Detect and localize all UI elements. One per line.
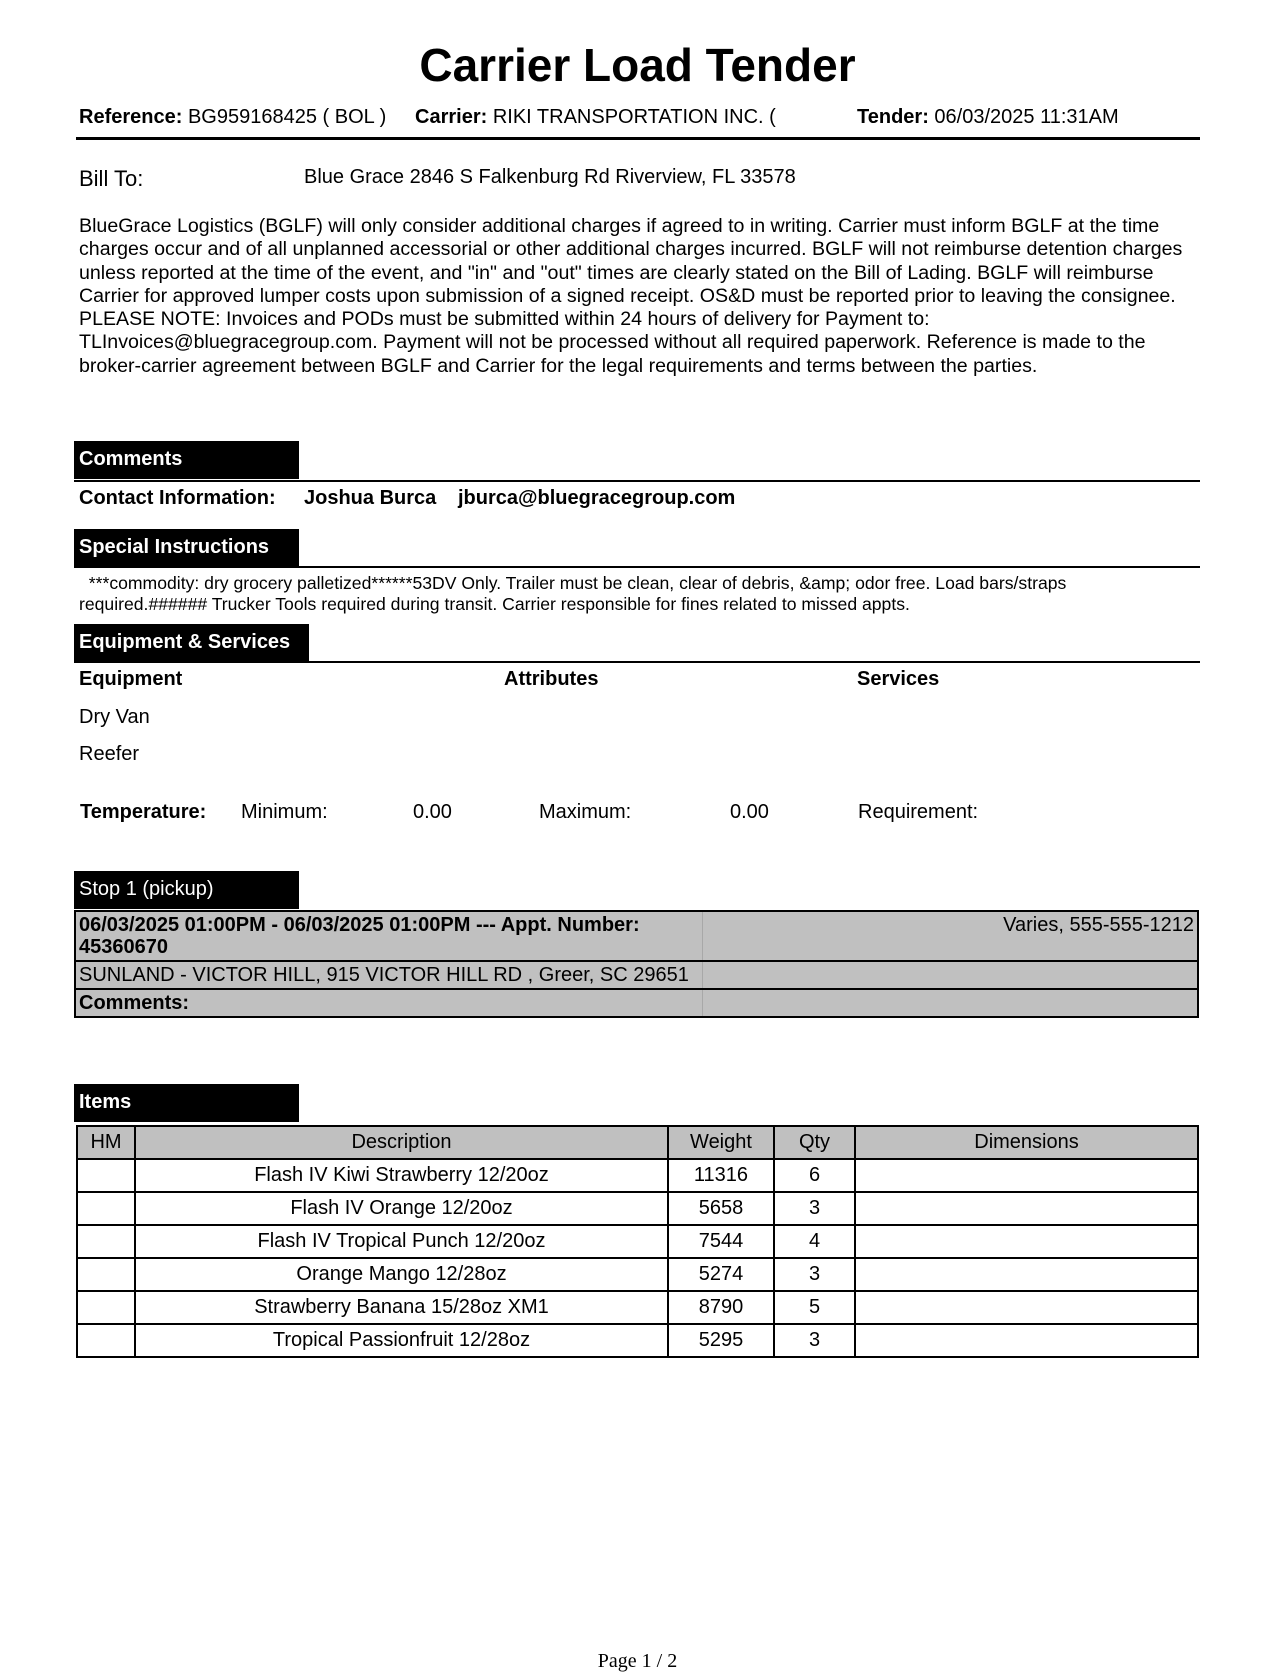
equipment-column-header: Equipment [79, 668, 183, 690]
page-number: Page 1 / 2 [597, 1650, 678, 1672]
stop-heading: Stop 1 (pickup) [74, 871, 299, 909]
cell-weight: 11316 [668, 1159, 774, 1192]
cell-qty: 6 [774, 1159, 855, 1192]
temperature-maximum-value: 0.00 [730, 801, 769, 823]
special-instructions-text [79, 573, 1199, 615]
stop-address-filler [702, 962, 1197, 988]
table-row [77, 1258, 1198, 1291]
stop-details [74, 910, 1199, 1018]
document-title: Carrier Load Tender [419, 39, 856, 91]
equipment-heading: Equipment & Services [74, 624, 309, 662]
table-row [77, 1159, 1198, 1192]
cell-description: Flash IV Kiwi Strawberry 12/20oz [135, 1159, 668, 1192]
temperature-label: Temperature: [80, 801, 207, 823]
reference-value: BG959168425 ( BOL ) [187, 106, 387, 128]
equipment-rule [74, 661, 1200, 663]
cell-dimensions [855, 1291, 1198, 1324]
column-header-description: Description [135, 1126, 668, 1159]
table-row [77, 1225, 1198, 1258]
items-table [76, 1125, 1199, 1358]
cell-weight: 5658 [668, 1192, 774, 1225]
cell-hm [77, 1258, 135, 1291]
column-header-qty: Qty [774, 1126, 855, 1159]
items-header-row [77, 1126, 1198, 1159]
cell-description: Tropical Passionfruit 12/28oz [135, 1324, 668, 1357]
equipment-item: Reefer [79, 743, 140, 765]
cell-hm [77, 1192, 135, 1225]
temperature-requirement-label: Requirement: [858, 801, 979, 823]
cell-hm [77, 1291, 135, 1324]
reference-label: Reference: [79, 106, 183, 128]
comments-heading: Comments [74, 441, 299, 479]
carrier-value: RIKI TRANSPORTATION INC. ( [492, 106, 776, 128]
cell-qty: 3 [774, 1324, 855, 1357]
special-instructions-rule [74, 566, 1200, 568]
cell-dimensions [855, 1192, 1198, 1225]
cell-dimensions [855, 1324, 1198, 1357]
cell-qty: 4 [774, 1225, 855, 1258]
column-header-hm: HM [77, 1126, 135, 1159]
carrier-field [415, 105, 815, 137]
cell-weight: 8790 [668, 1291, 774, 1324]
cell-description: Flash IV Tropical Punch 12/20oz [135, 1225, 668, 1258]
stop-contact: Varies, 555-555-1212 [702, 912, 1197, 960]
services-column-header: Services [857, 668, 940, 690]
bill-to-label: Bill To: [79, 166, 144, 191]
reference-field [79, 106, 386, 129]
cell-description: Orange Mango 12/28oz [135, 1258, 668, 1291]
stop-appointment-row [76, 912, 1197, 962]
bill-to-value: Blue Grace 2846 S Falkenburg Rd Riverview, FL 33578 [304, 166, 796, 188]
special-instructions-heading: Special Instructions [74, 529, 299, 567]
header-rule [76, 137, 1200, 140]
stop-address-row [76, 962, 1197, 990]
table-row [77, 1291, 1198, 1324]
special-instructions-body: ***commodity: dry grocery palletized******53DV Only. Trailer must be clean, clear of debris, &amp; odor free. Load bars/straps required.###### Trucker Tools required during transit. Carrier responsible for fines related to missed appts. [79, 573, 1067, 614]
cell-qty: 3 [774, 1258, 855, 1291]
tender-value: 06/03/2025 11:31AM [934, 106, 1119, 128]
stop-comments-filler [702, 990, 1197, 1016]
stop-appointment: 06/03/2025 01:00PM - 06/03/2025 01:00PM --- Appt. Number: 45360670 [79, 914, 640, 958]
tender-label: Tender: [857, 106, 929, 128]
column-header-weight: Weight [668, 1126, 774, 1159]
contact-email: jburca@bluegracegroup.com [458, 487, 736, 509]
cell-weight: 5274 [668, 1258, 774, 1291]
temperature-minimum-value: 0.00 [413, 801, 452, 823]
temperature-minimum-label: Minimum: [241, 801, 328, 823]
cell-qty: 3 [774, 1192, 855, 1225]
cell-qty: 5 [774, 1291, 855, 1324]
attributes-column-header: Attributes [504, 668, 599, 690]
stop-comments-label: Comments: [79, 992, 190, 1014]
cell-hm [77, 1159, 135, 1192]
cell-hm [77, 1324, 135, 1357]
cell-hm [77, 1225, 135, 1258]
cell-dimensions [855, 1159, 1198, 1192]
comments-rule [74, 480, 1200, 482]
terms-paragraph: BlueGrace Logistics (BGLF) will only consider additional charges if agreed to in writing. Carrier must inform BGLF at the time charges occur and of all unplanned accessorial or other additional charges incurred. BGLF will not reimburse detention charges unless reported at the time of the event, and "in" and "out" times are clearly stated on the Bill of Lading. BGLF will reimburse Carrier for approved lumper costs upon submission of a signed receipt. OS&D must be reported prior to leaving the consignee. PLEASE NOTE: Invoices and PODs must be submitted within 24 hours of delivery for Payment to: TLInvoices@bluegracegroup.com. Payment will not be processed without all required paperwork. Reference is made to the broker-carrier agreement between BGLF and Carrier for the legal requirements and terms between the parties. [79, 215, 1183, 377]
carrier-label: Carrier: [415, 106, 488, 128]
items-heading: Items [74, 1084, 299, 1122]
column-header-dimensions: Dimensions [855, 1126, 1198, 1159]
table-row [77, 1192, 1198, 1225]
cell-dimensions [855, 1258, 1198, 1291]
cell-description: Flash IV Orange 12/20oz [135, 1192, 668, 1225]
cell-dimensions [855, 1225, 1198, 1258]
stop-comments-row [76, 990, 1197, 1016]
table-row [77, 1324, 1198, 1357]
contact-name: Joshua Burca [304, 487, 437, 509]
cell-weight: 7544 [668, 1225, 774, 1258]
cell-weight: 5295 [668, 1324, 774, 1357]
stop-address: SUNLAND - VICTOR HILL, 915 VICTOR HILL RD , Greer, SC 29651 [79, 964, 689, 986]
equipment-item: Dry Van [79, 706, 150, 728]
cell-description: Strawberry Banana 15/28oz XM1 [135, 1291, 668, 1324]
tender-field [857, 106, 1119, 129]
temperature-maximum-label: Maximum: [539, 801, 632, 823]
contact-label: Contact Information: [79, 487, 276, 509]
